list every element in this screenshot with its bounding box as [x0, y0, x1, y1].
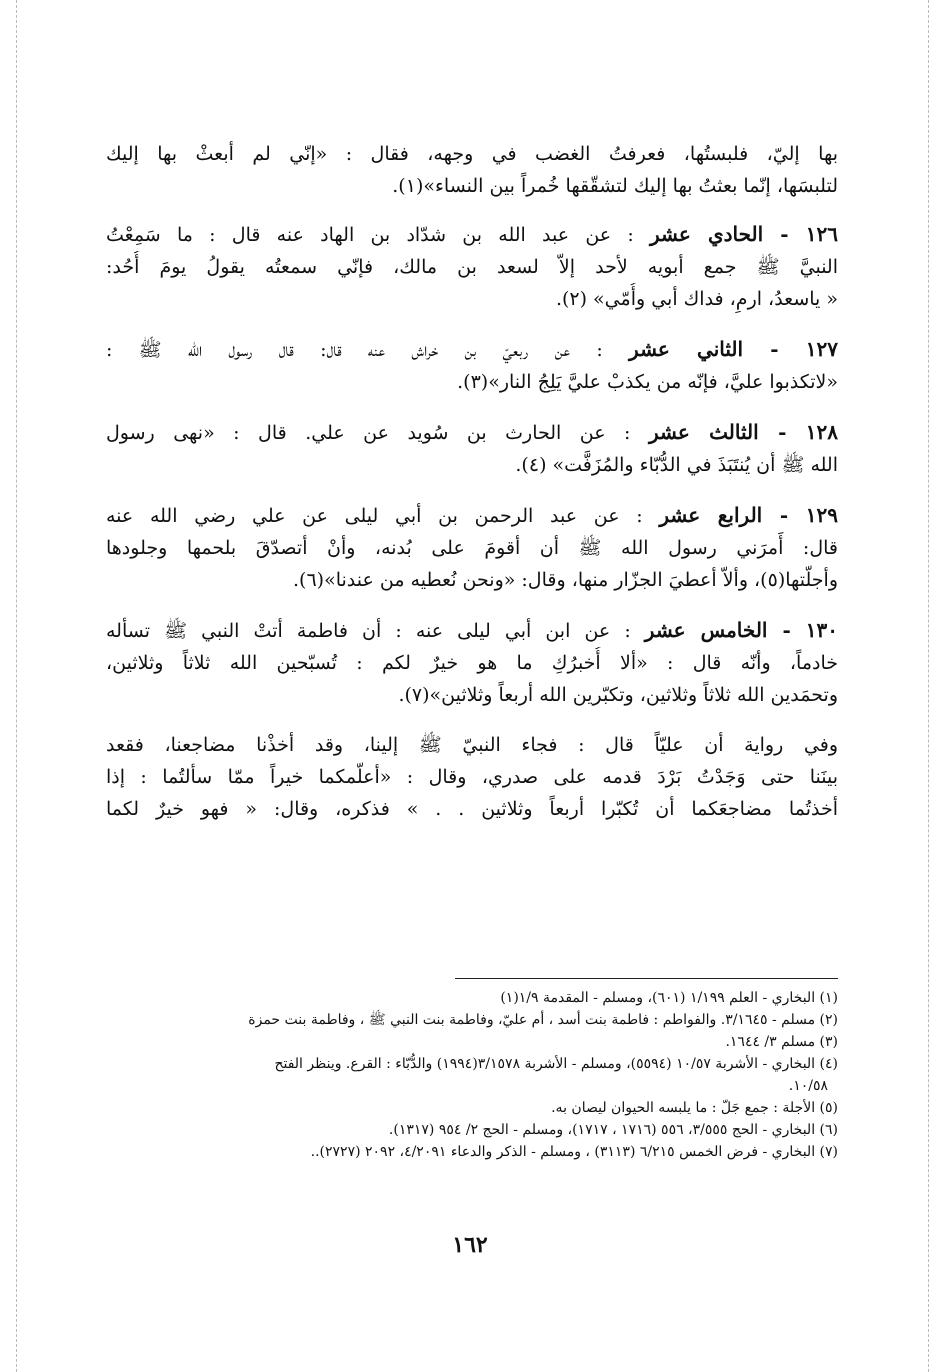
- text-line: [106, 499, 838, 532]
- text-line: وفي رواية أن عليّاً قال : فجاء النبيّ ﷺ إلينا، وقد أخذْنا مضاجعنا، فقعد: [106, 734, 838, 756]
- paragraph-hadith-129: [106, 499, 838, 596]
- footnotes-section: [106, 987, 838, 1163]
- paragraph-hadith-126: [106, 218, 838, 315]
- hadith-heading: ١٢٦ - الحادي عشر: [649, 222, 838, 246]
- paragraph-riwaya: [106, 729, 838, 825]
- footnote-3: (٣) مسلم ٣/ ١٦٤٤.: [725, 1034, 838, 1050]
- footnote-4: (٤) البخاري - الأشربة ١٠/٥٧ (٥٥٩٤)، ومسلم - الأشربة ٣/١٥٧٨(١٩٩٤) والدُّبّاء : القرع. وينظر الفتح: [274, 1056, 838, 1072]
- footnote-2: (٢) مسلم - ٣/١٦٤٥. والفواطم : فاطمة بنت أسد ، أم عليّ، وفاطمة بنت النبي ﷺ ، وفاطمة بنت حمزة: [248, 1012, 838, 1028]
- text-line: «لاتكذبوا عليَّ، فإنّه من يكذبْ عليَّ يَلِجُ النار»(٣).: [457, 371, 838, 393]
- scan-edge-left: [16, 0, 17, 1372]
- footnote-5: (٥) الأجلة : جمع جَلّ : ما يلبسه الحيوان ليصان به.: [551, 1100, 838, 1116]
- hadith-heading: ١٢٨ - الثالث عشر: [648, 420, 838, 444]
- hadith-heading: ١٢٩ - الرابع عشر: [659, 503, 838, 527]
- paragraph-hadith-130: [106, 614, 838, 711]
- text-line: بها إليّ، فلبستُها، فعرفتُ الغضب في وجهه، فقال : «إنّي لم أبعثْ بها إليك: [106, 143, 838, 165]
- text-line: [106, 218, 838, 251]
- main-text-column: [106, 138, 838, 843]
- text-fragment: : عن ابن أبي ليلى عنه : أن فاطمة أتتْ النبي ﷺ تسأله: [106, 620, 631, 642]
- page-number: ١٦٢: [452, 1232, 488, 1258]
- text-fragment: : عن ربعيّ بن خراش عنه قال: قال رسول الله ﷺ :: [106, 339, 603, 361]
- scan-edge-right: [928, 0, 929, 1372]
- text-fragment: : عن عبد الرحمن بن أبي ليلى عن علي رضي الله عنه: [106, 505, 643, 527]
- text-line: [106, 333, 838, 366]
- text-line: لتلبسَها، إنّما بعثتُ بها إليك لتشقّقها خُمراً بين النساء»(١).: [392, 175, 838, 197]
- text-line: النبيَّ ﷺ جمع أبويه لأحد إلاّ لسعد بن مالك، فإنّي سمعتُه يقولُ يومَ أُحُد:: [106, 256, 838, 278]
- text-line: وتحمَدين الله ثلاثاً وثلاثين، وتكبّرين الله أربعاً وثلاثين»(٧).: [398, 684, 838, 706]
- hadith-heading: ١٢٧ - الثاني عشر: [629, 337, 838, 361]
- text-line: أخذتُما مضاجعَكما أن تُكبّرا أربعاً وثلاثين . . » فذكره، وقال: « فهو خيرٌ لكما: [106, 798, 838, 820]
- paragraph-hadith-128: [106, 416, 838, 481]
- footnote-4-continuation: ١٠/٥٨.: [788, 1078, 828, 1094]
- paragraph-intro: [106, 138, 838, 202]
- footnote-7: (٧) البخاري - فرض الخمس ٦/٢١٥ (٣١١٣) ، ومسلم - الذكر والدعاء ٤/٢٠٩١، ٢٠٩٢ (٢٧٢٧)..: [310, 1144, 838, 1160]
- hadith-heading: ١٣٠ - الخامس عشر: [644, 618, 838, 642]
- footnote-6: (٦) البخاري - الحج ٣/٥٥٥، ٥٥٦ (١٧١٦ ، ١٧١٧)، ومسلم - الحج ٢/ ٩٥٤ (١٣١٧).: [388, 1122, 838, 1138]
- text-line: خادماً، وأنّه قال : «ألا أُخبرُكِ ما هو خيرٌ لكم : تُسبّحين الله ثلاثاً وثلاثين،: [106, 652, 838, 674]
- text-fragment: : عن الحارث بن سُويد عن علي. قال : «نهى رسول: [106, 422, 631, 444]
- footnote-divider: [455, 978, 838, 979]
- paragraph-hadith-127: [106, 333, 838, 398]
- text-line: الله ﷺ أن يُنتَبَذَ في الدُّبّاء والمُزَفَّت» (٤).: [515, 454, 838, 476]
- footnote-1: (١) البخاري - العلم ١/١٩٩ (٦٠١)، ومسلم - المقدمة ١/٩(١): [500, 990, 838, 1006]
- text-line: [106, 614, 838, 647]
- text-line: وأجلّتها(٥)، وألاّ أعطيَ الجزّار منها، وقال: «ونحن نُعطيه من عندنا»(٦).: [293, 569, 838, 591]
- text-line: « ياسعدُ، ارمِ، فداك أبي وأُمّي» (٢).: [555, 288, 838, 310]
- text-fragment: : عن عبد الله بن شدّاد بن الهاد عنه قال : ما سَمِعْتُ: [106, 224, 634, 246]
- text-line: قال: أَمرَني رسول الله ﷺ أن أقومَ على بُدنه، وأنْ أتصدّقَ بلحمها وجلودها: [106, 537, 838, 559]
- text-line: [106, 416, 838, 449]
- text-line: بينَنا حتى وَجَدْتُ بَرْدَ قدمه على صدري، وقال : «أعلّمكما خيراً ممّا سألتُما : إذا: [106, 766, 838, 788]
